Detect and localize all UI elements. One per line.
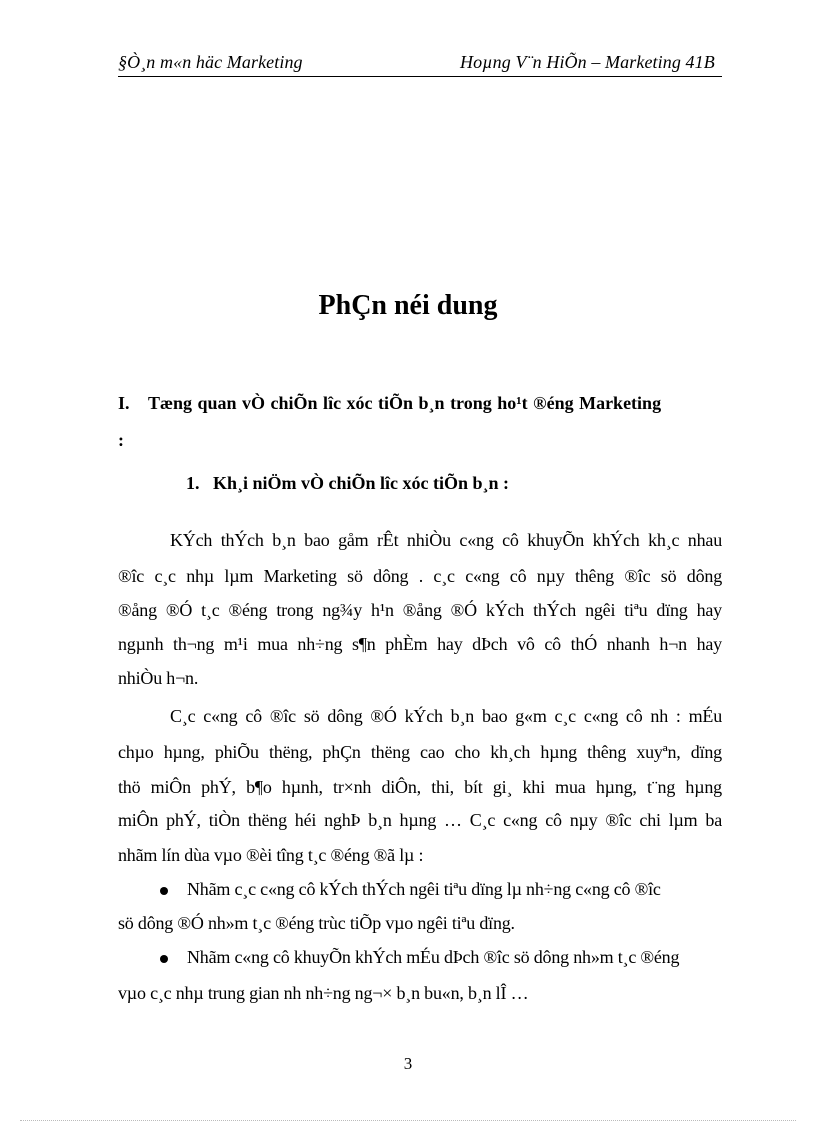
bullet-2-line-2: vµo c¸c nhµ trung gian nh nh÷ng ng¬× b¸n bu«n, b¸n lÎ …	[118, 983, 529, 1003]
paragraph-2-line: C¸c c«ng cô ®îc sö dông ®Ó kÝch b¸n bao g«m c¸c c«ng cô nh : mÉu	[170, 706, 722, 726]
paragraph-1-line: ®ång ®Ó t¸c ®éng trong ng¾y h¹n ®ång ®Ó kÝch thÝch ngêi tiªu dïng hay	[118, 600, 722, 620]
paragraph-2-line: chµo hµng, phiÕu thëng, phÇn thëng cao cho kh¸ch hµng thêng xuyªn, dïng	[118, 742, 722, 762]
paragraph-2-line: nhãm lín dùa vµo ®èi tîng t¸c ®éng ®ã lµ :	[118, 845, 424, 865]
bullet-2-line-1: Nhãm c«ng cô khuyÕn khÝch mÉu dÞch ®îc sö dông nh»m t¸c ®éng	[187, 947, 680, 967]
subsection-title: Kh¸i niÖm vÒ chiÕn lîc xóc tiÕn b¸n :	[213, 473, 510, 493]
page-number: 3	[403, 1054, 413, 1073]
paragraph-1-line: nhiÒu h¬n.	[118, 668, 199, 688]
paragraph-1-line: ®îc c¸c nhµ lµm Marketing sö dông . c¸c c«ng cô nµy thêng ®îc sö dông	[118, 566, 722, 586]
bullet-1-line-1: Nhãm c¸c c«ng cô kÝch thÝch ngêi tiªu dïng lµ nh÷ng c«ng cô ®îc	[187, 879, 661, 899]
paragraph-2-line: thö miÔn phÝ, b¶o hµnh, tr×nh diÔn, thi, bít gi¸ khi mua hµng, t¨ng hµng	[118, 777, 722, 797]
bullet-icon	[160, 887, 168, 895]
section-title: Tæng quan vÒ chiÕn lîc xóc tiÕn b¸n trong ho¹t ®éng Marketing	[148, 393, 662, 413]
section-title-colon: :	[118, 430, 124, 450]
page-title: PhÇn néi dung	[318, 290, 498, 321]
bullet-1-line-2: sö dông ®Ó nh»m t¸c ®éng trùc tiÕp vµo ngêi tiªu dïng.	[118, 913, 515, 933]
section-number: I.	[118, 393, 130, 413]
paragraph-1-line: ngµnh th¬ng m¹i mua nh÷ng s¶n phÈm hay dÞch vô cô thÓ nhanh h¬n hay	[118, 634, 722, 654]
paragraph-2-line: miÔn phÝ, tiÒn thëng héi nghÞ b¸n hµng … C¸c c«ng cô nµy ®îc chi lµm ba	[118, 810, 722, 830]
header-left: §Ò¸n m«n häc Marketing	[118, 52, 303, 72]
bullet-icon	[160, 955, 168, 963]
subsection-number: 1.	[186, 473, 200, 493]
header-right: Hoµng V¨n HiÕn – Marketing 41B	[460, 52, 715, 72]
paragraph-1-line: KÝch thÝch b¸n bao gåm rÊt nhiÒu c«ng cô khuyÕn khÝch kh¸c nhau	[170, 530, 722, 550]
header-divider	[118, 76, 722, 77]
page-bottom-border	[20, 1120, 796, 1121]
